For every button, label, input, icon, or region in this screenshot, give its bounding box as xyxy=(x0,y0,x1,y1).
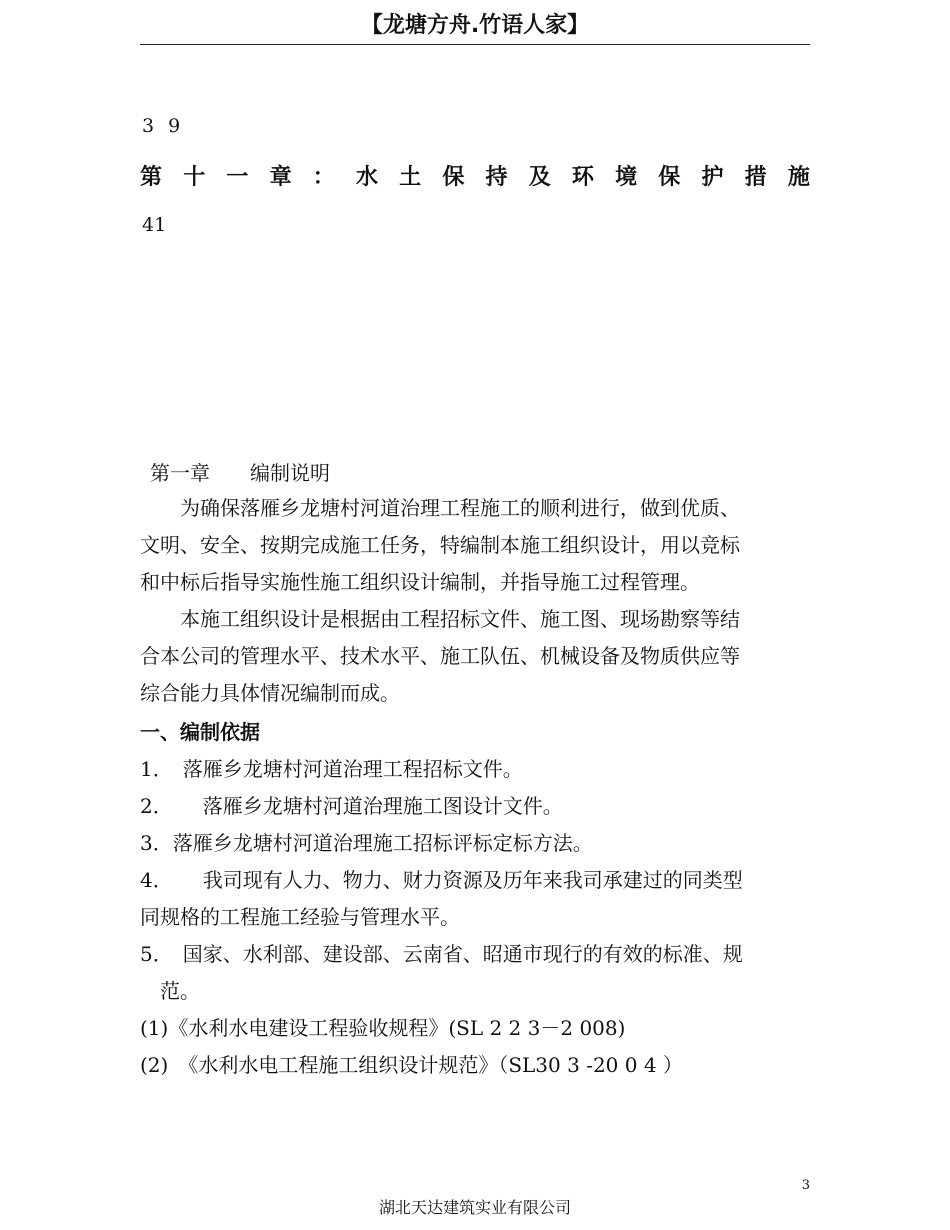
toc-char: 持 xyxy=(485,165,508,190)
list-item: 3．落雁乡龙塘村河道治理施工招标评标定标方法。 xyxy=(140,831,593,855)
page-header xyxy=(140,10,810,45)
toc-char: 土 xyxy=(399,165,422,190)
toc-char: 章 xyxy=(269,165,292,190)
list-item: 5． 国家、水利部、建设部、云南省、昭通市现行的有效的标准、规 xyxy=(140,942,743,966)
list-item: 范。 xyxy=(140,979,200,1003)
list-item: 2． 落雁乡龙塘村河道治理施工图设计文件。 xyxy=(140,794,563,818)
toc-char: 水 xyxy=(355,165,378,190)
paragraph-line: 为确保落雁乡龙塘村河道治理工程施工的顺利进行，做到优质、 xyxy=(140,496,740,520)
header-title: 【龙塘方舟.竹语人家】 xyxy=(360,13,590,38)
page-number: 3 xyxy=(801,1178,810,1193)
toc-chapter-entry xyxy=(140,160,810,191)
list-item: 4． 我司现有人力、物力、财力资源及历年来我司承建过的同类型 xyxy=(140,868,743,892)
toc-char: 护 xyxy=(701,165,724,190)
toc-char: 第 xyxy=(140,165,163,190)
toc-char: 境 xyxy=(615,165,638,190)
toc-char: 十 xyxy=(183,165,206,190)
footer-company: 湖北天达建筑实业有限公司 xyxy=(378,1198,571,1217)
toc-char: 措 xyxy=(744,165,767,190)
toc-char: 一 xyxy=(226,165,249,190)
toc-char: 环 xyxy=(571,165,594,190)
paragraph-line: 合本公司的管理水平、技术水平、施工队伍、机械设备及物质供应等 xyxy=(140,644,740,668)
reference-item: (1)《水利水电建设工程验收规程》(SL 2 2 3－2 008) xyxy=(140,1016,626,1040)
list-item: 1． 落雁乡龙塘村河道治理工程招标文件。 xyxy=(140,757,523,781)
paragraph-line: 综合能力具体情况编制而成。 xyxy=(140,681,400,705)
toc-page-number: 41 xyxy=(142,214,167,236)
toc-char: 施 xyxy=(787,165,810,190)
list-item: 同规格的工程施工经验与管理水平。 xyxy=(140,905,460,929)
chapter-title: 第一章 编制说明 xyxy=(150,461,330,485)
toc-char: 保 xyxy=(442,165,465,190)
toc-char: ： xyxy=(312,165,335,190)
reference-item: (2) 《水利水电工程施工组织设计规范》（SL30 3 -20 0 4 ） xyxy=(140,1053,683,1077)
toc-char: 保 xyxy=(658,165,681,190)
toc-char: 及 xyxy=(528,165,551,190)
section-heading: 一、编制依据 xyxy=(140,720,260,744)
paragraph-line: 文明、安全、按期完成施工任务，特编制本施工组织设计，用以竞标 xyxy=(140,533,740,557)
toc-page-number: 3 9 xyxy=(142,115,185,137)
paragraph-line: 本施工组织设计是根据由工程招标文件、施工图、现场勘察等结 xyxy=(140,607,740,631)
paragraph-line: 和中标后指导实施性施工组织设计编制，并指导施工过程管理。 xyxy=(140,570,700,594)
